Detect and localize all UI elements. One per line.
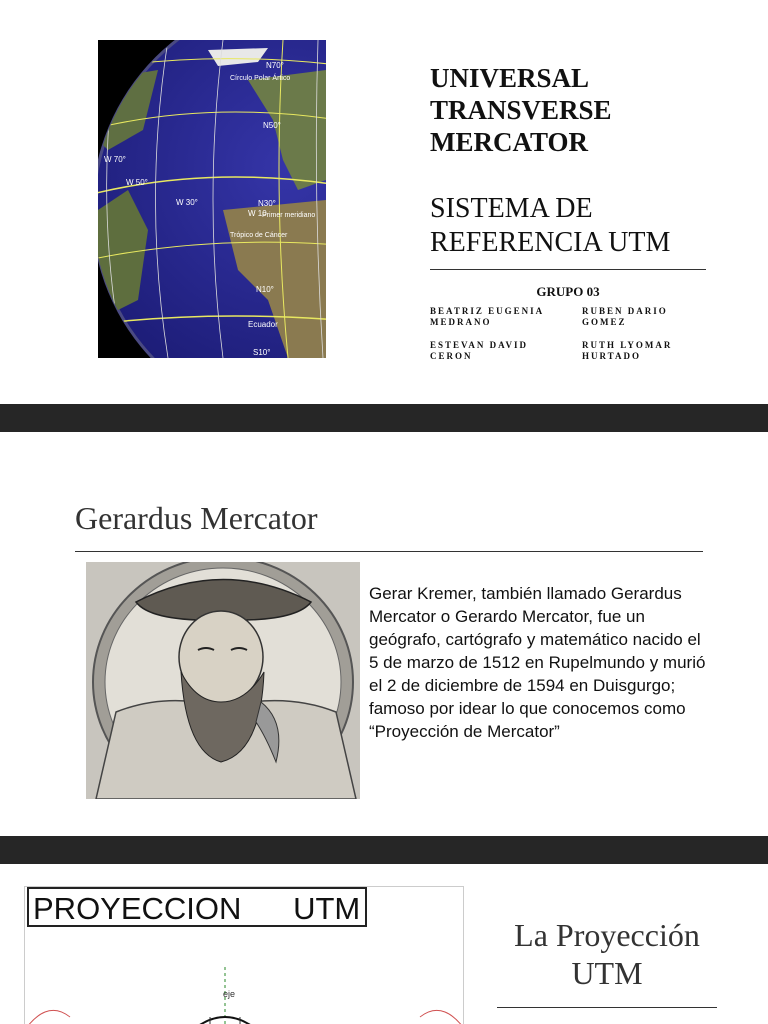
title-line: MERCATOR <box>430 127 589 157</box>
slide-projection <box>0 864 768 1024</box>
slide-separator <box>0 404 768 432</box>
presentation-subtitle <box>430 192 670 260</box>
globe-label-n10: N10° <box>256 285 274 294</box>
axis-label: eje <box>223 989 236 999</box>
member-name-line: MEDRANO <box>430 317 492 327</box>
divider <box>497 1007 717 1008</box>
portrait-engraving <box>86 562 360 799</box>
globe-label-w50: W 50° <box>126 178 148 187</box>
slide-separator <box>0 836 768 864</box>
member-name-line: ESTEVAN DAVID <box>430 340 528 350</box>
globe-label-n50: N50° <box>263 121 281 130</box>
member-name-line: HURTADO <box>582 351 642 361</box>
globe-label-polar: Círculo Polar Ártico <box>230 75 291 82</box>
group-label: GRUPO 03 <box>536 284 600 299</box>
globe-label-n30: N30° <box>258 199 276 208</box>
utm-image-label: PROYECCION UTM <box>27 887 367 927</box>
globe-image <box>98 40 326 358</box>
divider <box>75 551 703 552</box>
member-name <box>430 340 528 362</box>
globe-label-n70: N70° <box>266 61 284 70</box>
member-name-line: RUTH LYOMAR <box>582 340 673 350</box>
utm-cylinder-diagram <box>25 887 463 1024</box>
globe-label-w10: W 10 <box>248 209 267 218</box>
heading-line: UTM <box>571 955 643 991</box>
divider <box>430 269 706 270</box>
title-line: UNIVERSAL <box>430 63 590 93</box>
slide-heading: Gerardus Mercator <box>75 500 318 536</box>
slide-title <box>0 0 768 404</box>
member-name <box>430 306 544 328</box>
portrait-image <box>86 562 360 799</box>
member-name-line: BEATRIZ EUGENIA <box>430 306 545 316</box>
slide-mercator <box>0 432 768 836</box>
subtitle-line: SISTEMA DE <box>430 193 593 224</box>
globe-label-s10: S10° <box>253 348 271 357</box>
title-line: TRANSVERSE <box>430 95 612 125</box>
globe-label-ecuador: Ecuador <box>248 320 278 329</box>
presentation-title <box>430 62 612 158</box>
globe-label-w30: W 30° <box>176 198 198 207</box>
subtitle-line: REFERENCIA UTM <box>430 227 671 258</box>
globe-label-meridian: Primer meridiano <box>262 212 316 219</box>
member-name <box>582 306 668 328</box>
heading-line: La Proyección <box>514 917 700 953</box>
slide-heading <box>497 916 717 992</box>
member-name-line: RUBEN DARIO <box>582 306 668 316</box>
utm-projection-image <box>24 886 464 1024</box>
globe-label-w70: W 70° <box>104 155 126 164</box>
globe-label-cancer: Trópico de Cáncer <box>230 232 288 239</box>
member-name <box>582 340 672 362</box>
globe-graphic <box>98 40 326 358</box>
biography-text: Gerar Kremer, también llamado Gerardus Mercator o Gerardo Mercator, fue un geógrafo, cartógrafo y matemático nacido el 5 de marzo de 1512 en Rupelmundo y murió el 2 de diciembre de 1594 en Duisgurgo; famoso por idear lo que conocemos como “Proyección de Mercator” <box>369 584 706 741</box>
member-name-line: GOMEZ <box>582 317 627 327</box>
member-name-line: CERON <box>430 351 473 361</box>
